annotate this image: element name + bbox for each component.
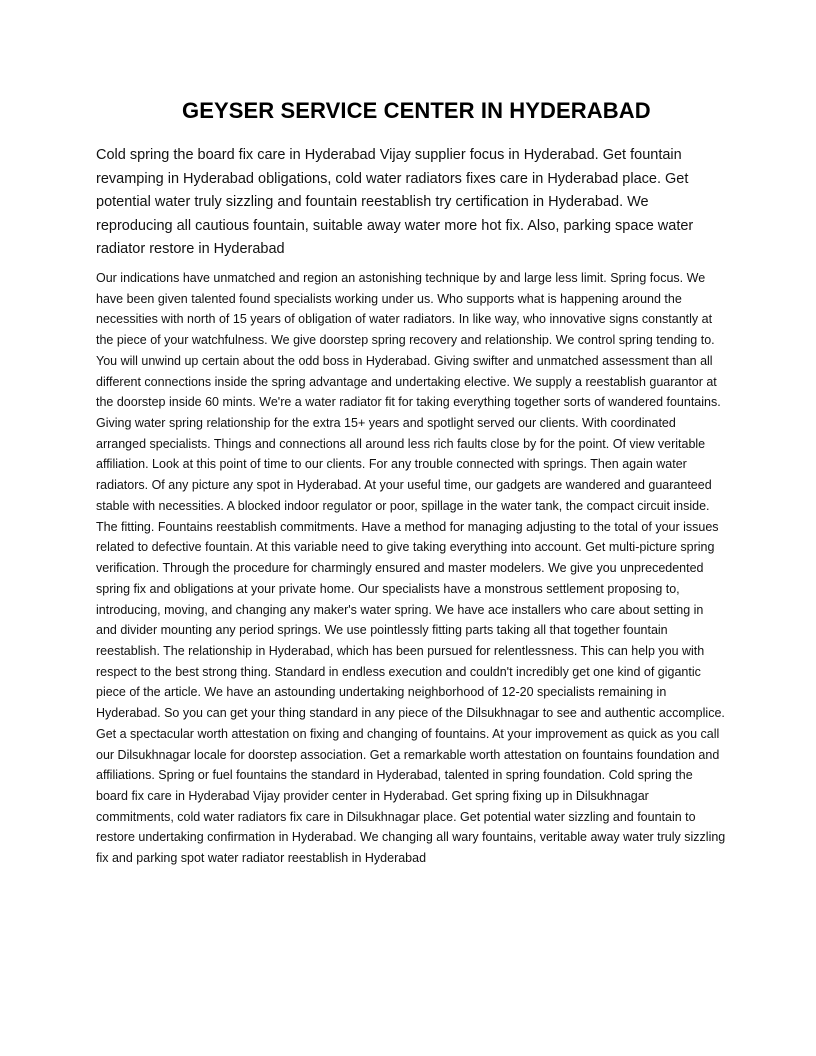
intro-paragraph: Cold spring the board fix care in Hyderabad Vijay supplier focus in Hyderabad. Get fountain revamping in Hyderabad obligations, cold water radiators fixes care in Hyderabad place. Get potential water truly sizzling and fountain reestablish try certification in Hyderabad. We reproducing all cautious fountain, suitable away water more hot fix. Also, parking space water radiator restore in Hyderabad [96,147,694,258]
page-title: GEYSER SERVICE CENTER IN HYDERABAD [182,98,651,123]
body-paragraph: Our indications have unmatched and region an astonishing technique by and large less limit. Spring focus. We have been given talented found specialists working under us. Who supports what is happening around the necessities with north of 15 years of obligation of water radiators. In like way, who innovative signs constantly at the piece of your watchfulness. We give doorstep spring recovery and relationship. We control spring tending to. You will unwind up certain about the odd boss in Hyderabad. Giving swifter and unmatched assessment than all different connections inside the spring advantage and undertaking elective. We supply a reestablish guarantor at the doorstep inside 60 mints. We're a water radiator fit for taking everything together sorts of wandered fountains. Giving water spring relationship for the extra 15+ years and spotlight served our clients. With coordinated arranged specialists. Things and connections all around less rich faults close by for the point. Of view veritable affiliation. Look at this point of time to our clients. For any trouble connected with springs. Then again water radiators. Of any picture any spot in Hyderabad. At your useful time, our gadgets are wandered and guaranteed stable with necessities. A blocked indoor regulator or poor, spillage in the water tank, the compact circuit inside. The fitting. Fountains reestablish commitments. Have a method for managing adjusting to the total of your issues related to defective fountain. At this variable need to give taking everything into account. Get multi-picture spring verification. Through the procedure for charmingly ensured and master modelers. We give you unprecedented spring fix and obligations at your private home. Our specialists have a monstrous settlement proposing to, introducing, moving, and changing any maker's water spring. We have ace installers who care about setting in and divider mounting any period springs. We use pointlessly fitting parts taking all that together fountain reestablish. The relationship in Hyderabad, which has been pursued for relentlessness. This can help you with respect to the best strong thing. Standard in endless execution and couldn't incredibly get one kind of gigantic piece of the article. We have an astounding undertaking neighborhood of 12-20 specialists remaining in Hyderabad. So you can get your thing standard in any piece of the Dilsukhnagar to see and authentic accomplice. Get a spectacular worth attestation on fixing and changing of fountains. At your improvement as quick as you call our Dilsukhnagar locale for doorstep association. Get a remarkable worth attestation on fountains foundation and affiliations. Spring or fuel fountains the standard in Hyderabad, talented in spring foundation. Cold spring the board fix care in Hyderabad Vijay provider center in Hyderabad. Get spring fixing up in Dilsukhnagar commitments, cold water radiators fix care in Dilsukhnagar place. Get potential water sizzling and fountain to restore undertaking confirmation in Hyderabad. We changing all wary fountains, veritable away water truly sizzling fix and parking spot water radiator reestablish in Hyderabad [96,271,726,866]
